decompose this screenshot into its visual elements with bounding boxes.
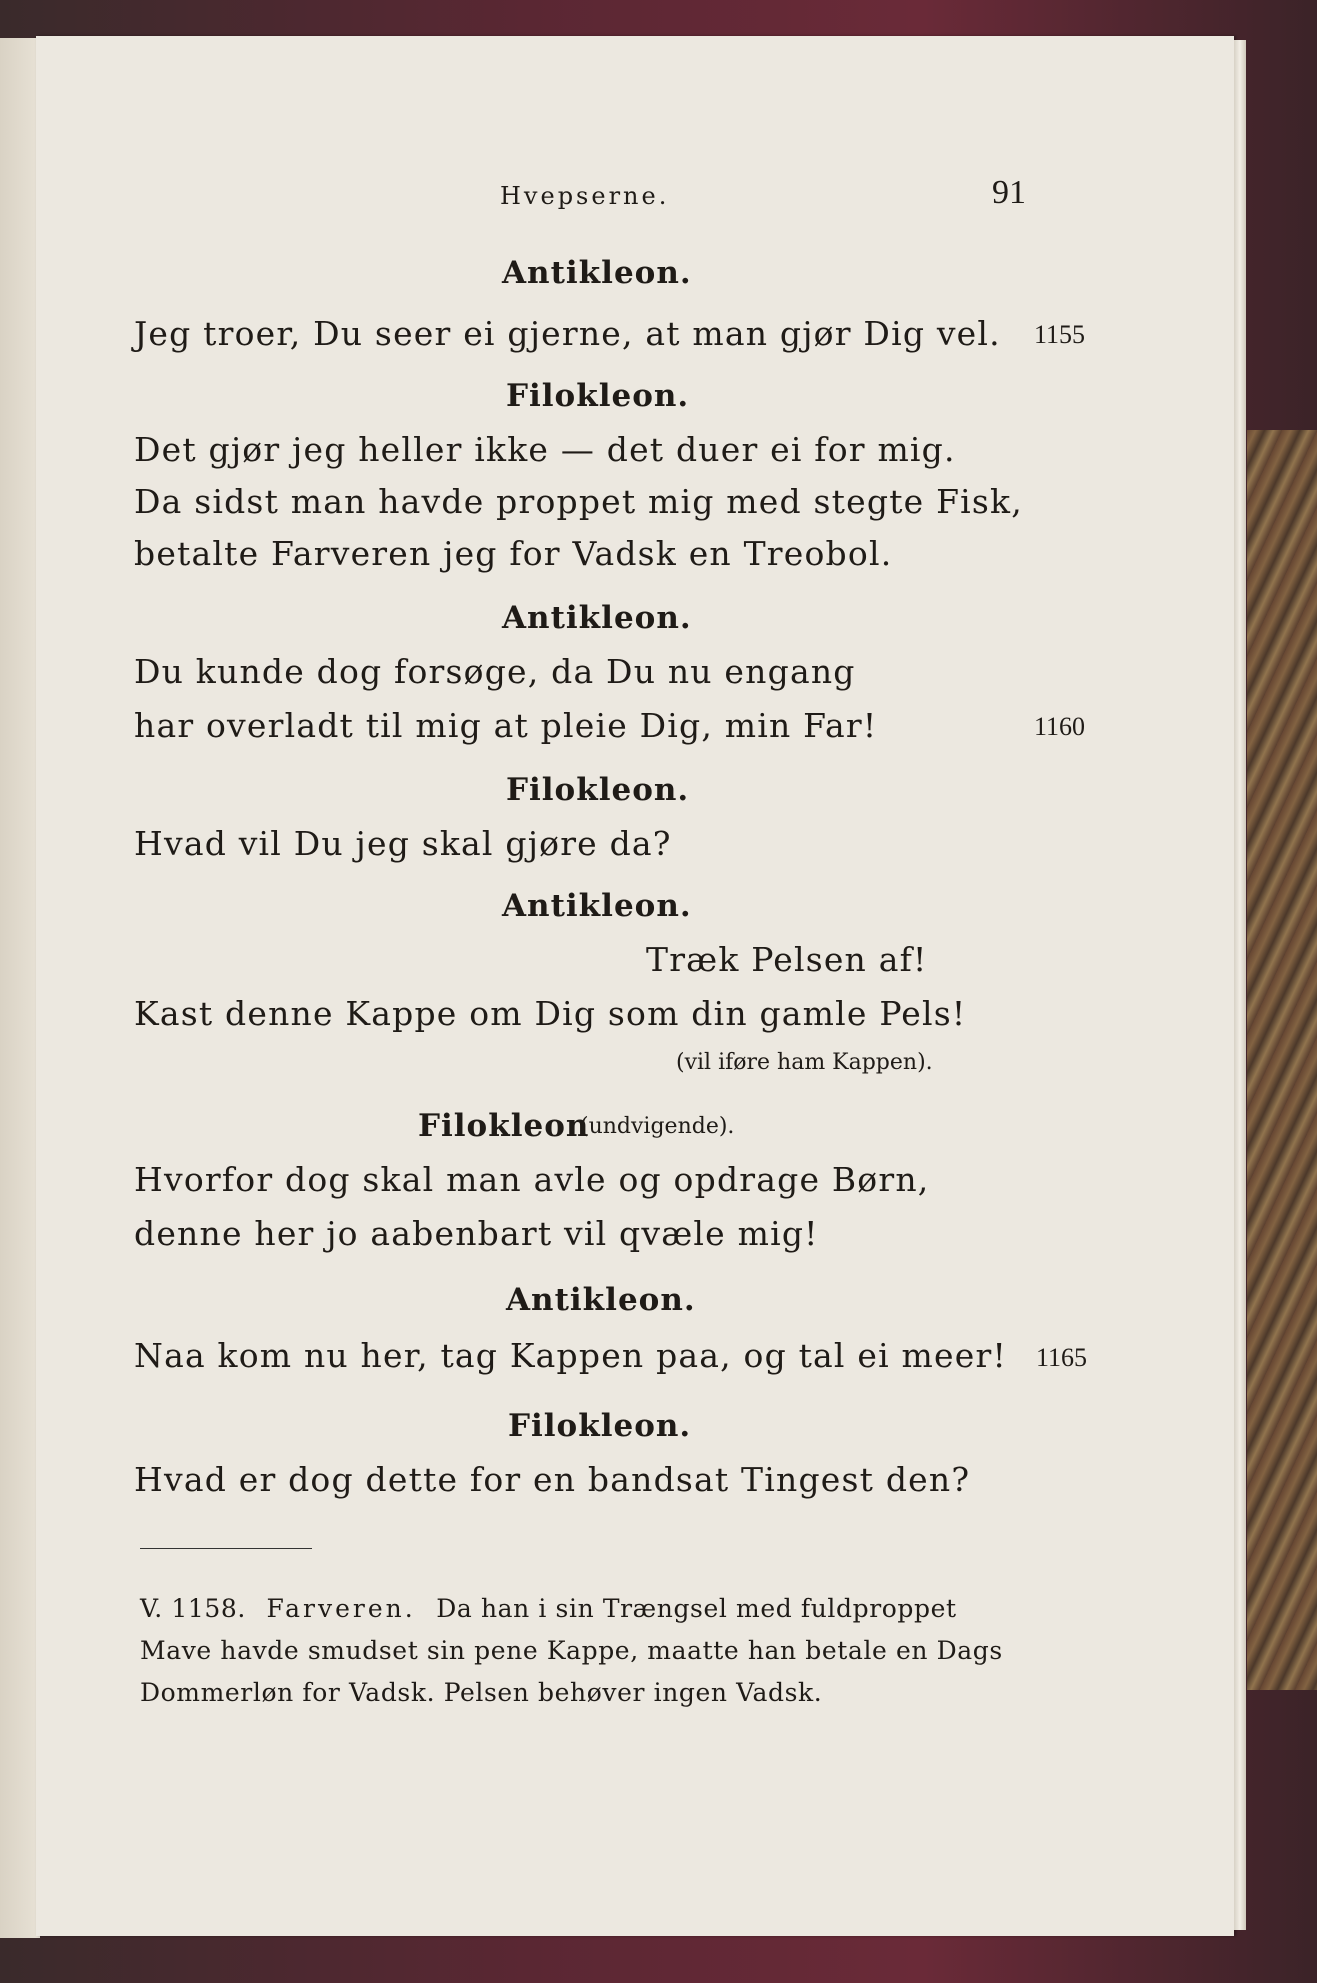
- verse-line: Hvad vil Du jeg skal gjøre da?: [134, 824, 672, 863]
- footnote-text: Da han i sin Trængsel med fuldproppet: [436, 1594, 957, 1623]
- footnote-text: Mave havde smudset sin pene Kappe, maatte han betale en Dags: [140, 1636, 1003, 1665]
- verse-line: Træk Pelsen af!: [646, 940, 928, 979]
- stage-direction: (undvigende).: [580, 1114, 735, 1139]
- verse-line: Du kunde dog forsøge, da Du nu engang: [134, 652, 856, 691]
- footnote-line: [140, 1594, 957, 1623]
- footnote-term: Farveren.: [266, 1594, 416, 1623]
- speaker-name: Filokleon.: [506, 378, 690, 414]
- speaker-name: Filokleon.: [506, 772, 690, 808]
- verse-line: Hvad er dog dette for en bandsat Tingest den?: [134, 1460, 971, 1499]
- speaker-name: Filokleon.: [508, 1408, 692, 1444]
- speaker-name: Antikleon.: [506, 1282, 696, 1318]
- footnote-text: Dommerløn for Vadsk. Pelsen behøver ingen Vadsk.: [140, 1678, 823, 1707]
- speaker-name: Antikleon.: [502, 255, 692, 291]
- line-number: 1155: [1034, 320, 1086, 349]
- previous-page-edge: [0, 38, 40, 1938]
- stage-direction: (vil iføre ham Kappen).: [676, 1050, 933, 1075]
- verse-line: Kast denne Kappe om Dig som din gamle Pels!: [134, 994, 967, 1033]
- verse-line: Da sidst man havde proppet mig med stegte Fisk,: [134, 482, 1023, 521]
- running-header: Hvepserne.: [500, 182, 670, 210]
- line-number: 1160: [1034, 712, 1086, 741]
- line-number: 1165: [1036, 1343, 1088, 1372]
- verse-line: denne her jo aabenbart vil qvæle mig!: [134, 1214, 819, 1253]
- footnote-reference: V. 1158.: [140, 1594, 246, 1623]
- verse-line: Hvorfor dog skal man avle og opdrage Børn,: [134, 1160, 930, 1199]
- speaker-name: Antikleon.: [502, 888, 692, 924]
- page-number: 91: [992, 174, 1026, 211]
- verse-line: Jeg troer, Du seer ei gjerne, at man gjør Dig vel.: [134, 314, 1001, 353]
- footnote-rule: [140, 1548, 312, 1549]
- page-stack-edge: [1234, 40, 1246, 1930]
- verse-line: Det gjør jeg heller ikke — det duer ei for mig.: [134, 430, 956, 469]
- speaker-name: Antikleon.: [502, 600, 692, 636]
- marbled-endpaper: [1247, 430, 1317, 1690]
- verse-line: har overladt til mig at pleie Dig, min Far!: [134, 706, 878, 745]
- verse-line: Naa kom nu her, tag Kappen paa, og tal ei meer!: [134, 1336, 1007, 1375]
- verse-line: betalte Farveren jeg for Vadsk en Treobol.: [134, 534, 893, 573]
- speaker-name: Filokleon: [418, 1108, 590, 1144]
